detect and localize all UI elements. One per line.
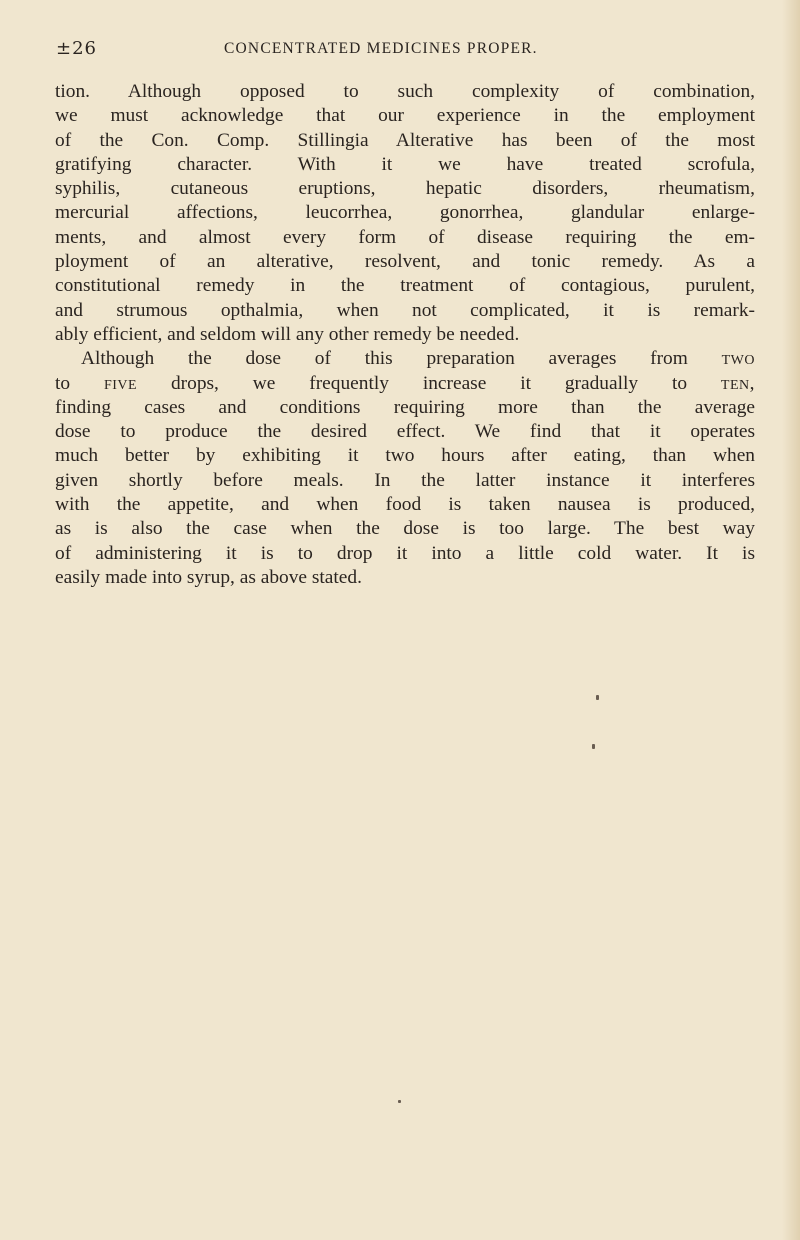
text-line: finding cases and conditions requiring more than the average (55, 396, 755, 418)
text-line: as is also the case when the dose is too large. The best way (55, 518, 755, 540)
small-caps-word: five (103, 372, 138, 394)
paper-speck (596, 695, 599, 700)
text-segment: drops, we frequently increase it gradually to (170, 372, 688, 394)
text-line: with the appetite, and when food is taken nausea is produced, (55, 494, 755, 516)
page-number: ±26 (56, 38, 97, 59)
small-caps-word: two (721, 348, 755, 370)
text-line: mercurial affections, leucorrhea, gonorrhea, glandular enlarge- (55, 202, 755, 224)
body-text (55, 80, 755, 590)
text-line: of the Con. Comp. Stillingia Alterative has been of the most (55, 129, 755, 151)
text-line (55, 372, 755, 396)
running-head (0, 38, 800, 62)
text-line: of administering it is to drop it into a little cold water. It is (55, 542, 755, 564)
text-line: easily made into syrup, as above stated. (55, 566, 362, 588)
text-line: we must acknowledge that our experience in the employment (55, 105, 755, 127)
page-edge-shadow (782, 0, 800, 1240)
text-line: and strumous opthalmia, when not complicated, it is remark- (55, 299, 755, 321)
small-caps-word: ten, (720, 372, 755, 394)
text-line: tion. Although opposed to such complexity of combination, (55, 81, 755, 102)
text-line (55, 347, 755, 371)
running-title: CONCENTRATED MEDICINES PROPER. (224, 40, 538, 57)
text-line: ployment of an alterative, resolvent, and tonic remedy. As a (55, 251, 755, 273)
text-line: ably efficient, and seldom will any other remedy be needed. (55, 323, 520, 345)
text-segment: Although the dose of this preparation averages from (81, 348, 688, 370)
text-segment: to (55, 372, 71, 394)
paper-speck (592, 744, 595, 749)
paper-speck (398, 1100, 401, 1103)
text-line: dose to produce the desired effect. We find that it operates (55, 421, 755, 443)
text-line: ments, and almost every form of disease requiring the em- (55, 226, 755, 248)
text-line: given shortly before meals. In the latter instance it interferes (55, 469, 755, 491)
text-line: constitutional remedy in the treatment of contagious, purulent, (55, 275, 755, 297)
text-line: gratifying character. With it we have treated scrofula, (55, 153, 755, 175)
text-line: much better by exhibiting it two hours after eating, than when (55, 445, 755, 467)
text-line: syphilis, cutaneous eruptions, hepatic disorders, rheumatism, (55, 178, 755, 200)
